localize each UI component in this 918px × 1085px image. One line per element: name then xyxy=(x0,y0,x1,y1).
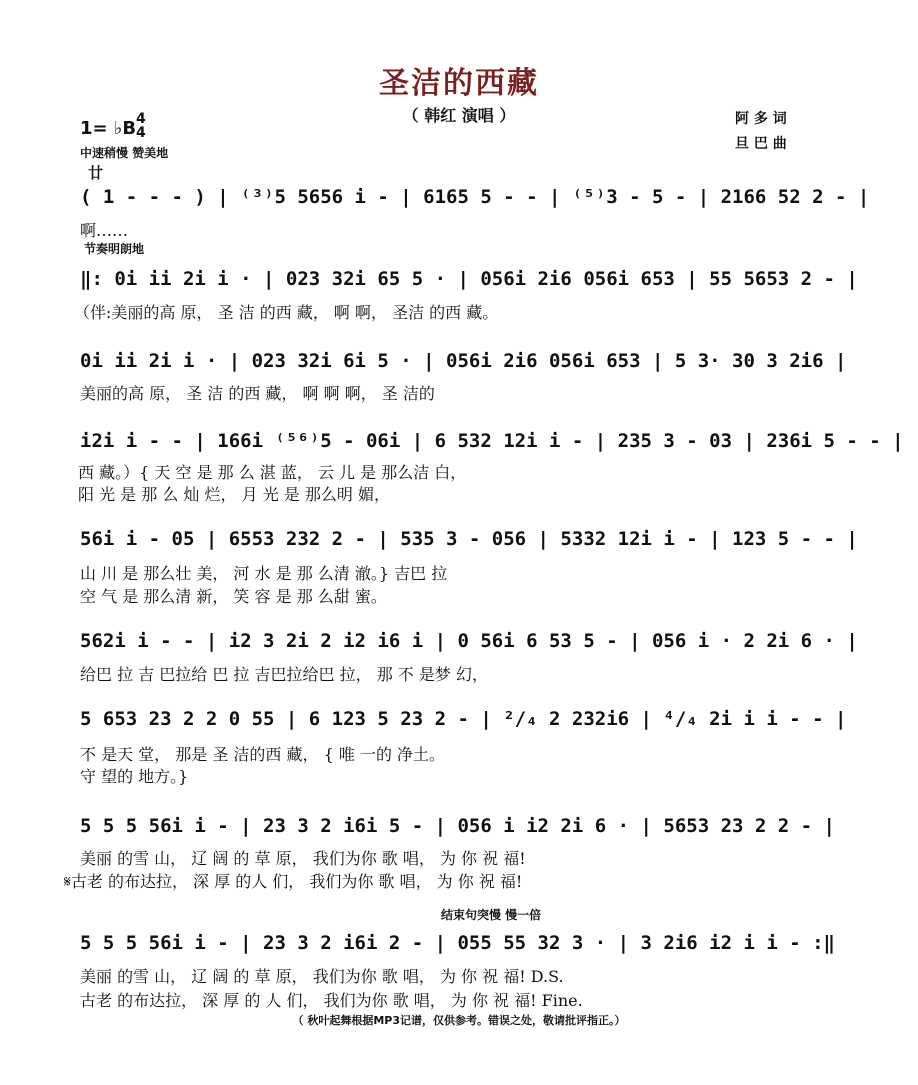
time-signature xyxy=(136,112,146,140)
lyrics-row-5-line-1: 山 川 是 那么壮 美， 河 水 是 那 么清 澈。} 吉巴 拉 xyxy=(80,564,448,583)
lyrics-row-3-line-1: 美丽的高 原， 圣 洁 的西 藏， 啊 啊 啊， 圣 洁的 xyxy=(80,384,435,403)
lyrics-row-7-line-1: 不 是天 堂， 那是 圣 洁的西 藏， { 唯 一的 净土。 xyxy=(80,745,446,764)
lyrics-row-1-line-1: 啊…… xyxy=(80,221,129,240)
lyrics-row-2-line-1: （伴:美丽的高 原， 圣 洁 的西 藏， 啊 啊， 圣洁 的西 藏。 xyxy=(74,303,499,322)
singer-credit: （ 韩红 演唱 ） xyxy=(402,106,516,125)
ending-marking: 结束句突慢 慢一倍 xyxy=(441,908,542,922)
lyrics-row-4-line-1: 西 藏。）{ 天 空 是 那 么 湛 蓝， 云 儿 是 那么洁 白， xyxy=(78,463,467,482)
lyrics-row-9-line-2: 古老 的布达拉， 深 厚 的 人 们， 我们为你 歌 唱， 为 你 祝 福! Fine. xyxy=(80,991,583,1010)
lyrics-row-5-line-2: 空 气 是 那么清 新， 笑 容 是 那 么甜 蜜。 xyxy=(80,587,387,606)
notation-row-6: 562i i - - | i2 3 2i 2 i2 i6 i | 0 56i 6 53 5 - | 056 i · 2 2i 6 · | xyxy=(80,630,858,652)
fermata-mark: 廿 xyxy=(88,164,104,182)
rhythm-marking: 节奏明朗地 xyxy=(84,242,145,256)
notation-row-8: 5 5 5 56i i - | 23 3 2 i6i 5 - | 056 i i2 2i 6 · | 5653 23 2 2 - | xyxy=(80,815,835,837)
notation-row-7: 5 653 23 2 2 0 55 | 6 123 5 23 2 - | ²/₄ 2 232i6 | ⁴/₄ 2i i i - - | xyxy=(80,708,847,730)
lyrics-row-4-line-2: 阳 光 是 那 么 灿 烂， 月 光 是 那么明 媚， xyxy=(78,485,390,504)
song-title: 圣洁的西藏 xyxy=(379,66,539,101)
notation-row-2: ‖: 0i ii 2i i · | 023 32i 65 5 · | 056i 2i6 056i 653 | 55 5653 2 - | xyxy=(80,268,858,290)
lyrics-row-7-line-2: 守 望的 地方。} xyxy=(80,767,189,786)
lyricist-credit: 阿 多 词 xyxy=(735,111,787,127)
key-signature: 1= ♭B xyxy=(80,118,137,139)
notation-row-5: 56i i - 05 | 6553 232 2 - | 535 3 - 056 | 5332 12i i - | 123 5 - - | xyxy=(80,528,858,550)
notation-row-1: ( 1 - - - ) | ⁽³⁾5 5656 i - | 6165 5 - - | ⁽⁵⁾3 - 5 - | 2166 52 2 - | xyxy=(80,186,870,208)
lyrics-row-8-line-2: 𝄋古老 的布达拉， 深 厚 的人 们， 我们为你 歌 唱， 为 你 祝 福! xyxy=(64,872,523,891)
transcription-note: （ 秋叶起舞根据MP3记谱，仅供参考。错误之处，敬请批评指正。） xyxy=(292,1014,626,1027)
lyrics-row-9-line-1: 美丽 的雪 山， 辽 阔 的 草 原， 我们为你 歌 唱， 为 你 祝 福! D.S. xyxy=(80,967,564,986)
composer-credit: 旦 巴 曲 xyxy=(735,136,787,152)
notation-row-3: 0i ii 2i i · | 023 32i 6i 5 · | 056i 2i6 056i 653 | 5 3· 30 3 2i6 | xyxy=(80,350,847,372)
lyrics-row-6-line-1: 给巴 拉 吉 巴拉给 巴 拉 吉巴拉给巴 拉， 那 不 是梦 幻， xyxy=(80,665,488,684)
time-bottom: 4 xyxy=(136,125,146,141)
notation-row-4: i2i i - - | 166i ⁽⁵⁶⁾5 - 06i | 6 532 12i i - | 235 3 - 03 | 236i 5 - - | xyxy=(80,430,904,452)
lyrics-row-8-line-1: 美丽 的雪 山， 辽 阔 的 草 原， 我们为你 歌 唱， 为 你 祝 福! xyxy=(80,849,526,868)
time-top: 4 xyxy=(136,111,146,127)
notation-row-9: 5 5 5 56i i - | 23 3 2 i6i 2 - | 055 55 32 3 · | 3 2i6 i2 i i - :‖ xyxy=(80,932,835,954)
tempo-marking: 中速稍慢 赞美地 xyxy=(80,146,169,160)
